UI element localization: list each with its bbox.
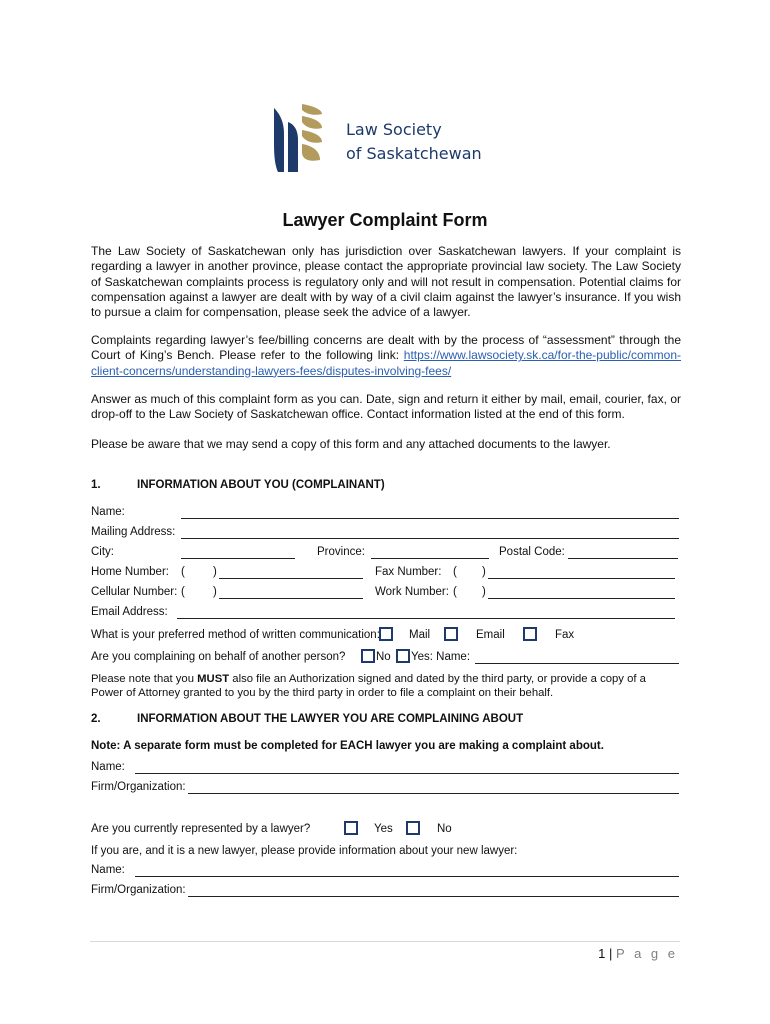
behalf-question: Are you complaining on behalf of another person? <box>91 651 346 663</box>
province-field[interactable] <box>371 546 489 559</box>
email-checkbox[interactable] <box>444 627 458 641</box>
lawyer-name-row <box>91 761 681 777</box>
new-lawyer-name-label: Name: <box>91 864 125 876</box>
separate-form-note-text: Note: A separate form must be completed for EACH lawyer you are making a complaint about. <box>91 740 604 752</box>
mail-option-label: Mail <box>409 629 431 641</box>
represented-row <box>91 823 681 839</box>
cellular-number-label: Cellular Number: <box>91 586 178 598</box>
authorization-note-post: also file an Authorization signed and dated by the third party, or provide a copy of a Power of Attorney granted to you by the third party in order to file a complaint on their behalf. <box>91 673 646 699</box>
new-lawyer-text: If you are, and it is a new lawyer, please provide information about your new lawyer: <box>91 845 518 857</box>
city-row <box>91 546 681 562</box>
name-row <box>91 506 681 522</box>
behalf-no-checkbox[interactable] <box>361 649 375 663</box>
intro-paragraph-4: Please be aware that we may send a copy of this form and any attached documents to the lawyer. <box>91 437 611 451</box>
home-paren-close: ) <box>213 566 217 578</box>
work-paren-open: ( <box>453 586 457 598</box>
home-paren-open: ( <box>181 566 185 578</box>
fees-link[interactable]: https://www.lawsociety.sk.ca/for-the-public/common-client-concerns/understanding-lawyers-fees/disputes-involving-fees/ <box>91 348 681 378</box>
footer-divider <box>90 941 680 942</box>
page-separator: | <box>609 946 613 961</box>
new-lawyer-name-row <box>91 864 681 880</box>
authorization-note-must: MUST <box>197 673 230 685</box>
represented-yes-label: Yes <box>374 823 393 835</box>
section-1-number: 1. <box>91 479 101 491</box>
section-1-title: INFORMATION ABOUT YOU (COMPLAINANT) <box>137 479 385 491</box>
logo-line-1: Law Society <box>346 120 442 139</box>
postal-code-field[interactable] <box>568 546 678 559</box>
section-2-number: 2. <box>91 713 101 725</box>
work-paren-close: ) <box>482 586 486 598</box>
authorization-note <box>91 672 681 700</box>
preferred-communication-row <box>91 629 681 645</box>
wheat-logo-icon <box>270 100 340 180</box>
law-society-logo <box>270 100 510 180</box>
home-number-label: Home Number: <box>91 566 169 578</box>
behalf-row <box>91 651 681 667</box>
email-address-label: Email Address: <box>91 606 168 618</box>
represented-no-checkbox[interactable] <box>406 821 420 835</box>
authorization-note-pre: Please note that you <box>91 673 198 685</box>
fax-paren-open: ( <box>453 566 457 578</box>
fax-number-field[interactable] <box>488 566 675 579</box>
behalf-no-label: No <box>376 651 391 663</box>
page-number: 1 <box>598 946 606 961</box>
fax-option-label: Fax <box>555 629 575 641</box>
fees-text: Complaints regarding lawyer’s fee/billing concerns are dealt with by the process of “assessment” through the Court of King’s Bench. Please refer to the following link: <box>91 333 681 363</box>
new-lawyer-name-field[interactable] <box>135 864 679 877</box>
lawyer-firm-field[interactable] <box>188 781 679 794</box>
third-party-name-field[interactable] <box>475 651 679 664</box>
logo-text <box>346 118 482 166</box>
page-title: Lawyer Complaint Form <box>282 210 488 230</box>
lawyer-firm-label: Firm/Organization: <box>91 781 186 793</box>
intro-paragraph-1: The Law Society of Saskatchewan only has jurisdiction over Saskatchewan lawyers. If your complaint is regarding a lawyer in another province, please contact the appropriate provincial law society. The Law Society of Saskatchewan complaints process is regulatory only and will not result in compensation. Potential claims for compensation against a lawyer are dealt with by way of a civil claim against the lawyer’s insurance. If you wish to pursue a claim for compensation, please seek the advice of a lawyer. <box>91 244 681 320</box>
mailing-address-field[interactable] <box>181 526 679 539</box>
lawyer-name-label: Name: <box>91 761 125 773</box>
cellular-number-field[interactable] <box>219 586 363 599</box>
represented-no-label: No <box>437 823 452 835</box>
city-label: City: <box>91 546 114 558</box>
mail-checkbox[interactable] <box>379 627 393 641</box>
intro-paragraph-3: Answer as much of this complaint form as you can. Date, sign and return it either by mail, email, courier, fax, or drop-off to the Law Society of Saskatchewan office. Contact information listed at the end of this form. <box>91 392 681 422</box>
lawyer-name-field[interactable] <box>135 761 679 774</box>
lawyer-firm-row <box>91 781 681 797</box>
work-number-label: Work Number: <box>375 586 449 598</box>
email-address-field[interactable] <box>177 606 675 619</box>
logo-line-2: of Saskatchewan <box>346 144 482 163</box>
cell-paren-open: ( <box>181 586 185 598</box>
cell-paren-close: ) <box>213 586 217 598</box>
fax-number-label: Fax Number: <box>375 566 442 578</box>
email-option-label: Email <box>476 629 505 641</box>
new-lawyer-firm-label: Firm/Organization: <box>91 884 186 896</box>
section-2-title: INFORMATION ABOUT THE LAWYER YOU ARE COMPLAINING ABOUT <box>137 713 524 725</box>
email-row <box>91 606 681 622</box>
province-label: Province: <box>317 546 365 558</box>
home-number-field[interactable] <box>219 566 363 579</box>
represented-yes-checkbox[interactable] <box>344 821 358 835</box>
postal-code-label: Postal Code: <box>499 546 565 558</box>
new-lawyer-firm-field[interactable] <box>188 884 679 897</box>
cell-work-row <box>91 586 681 602</box>
new-lawyer-text-row <box>91 845 681 861</box>
fax-checkbox[interactable] <box>523 627 537 641</box>
city-field[interactable] <box>181 546 295 559</box>
home-fax-row <box>91 566 681 582</box>
behalf-yes-checkbox[interactable] <box>396 649 410 663</box>
page-word: P a g e <box>616 946 678 961</box>
name-field[interactable] <box>181 506 679 519</box>
mailing-address-label: Mailing Address: <box>91 526 176 538</box>
intro-paragraph-2 <box>91 333 681 379</box>
fax-paren-close: ) <box>482 566 486 578</box>
page-footer <box>598 946 678 961</box>
preferred-communication-question: What is your preferred method of written communication: <box>91 629 380 641</box>
behalf-yes-name-label: Yes: Name: <box>411 651 471 663</box>
mailing-address-row <box>91 526 681 542</box>
new-lawyer-firm-row <box>91 884 681 900</box>
represented-question: Are you currently represented by a lawyer? <box>91 823 311 835</box>
name-label: Name: <box>91 506 125 518</box>
work-number-field[interactable] <box>488 586 675 599</box>
